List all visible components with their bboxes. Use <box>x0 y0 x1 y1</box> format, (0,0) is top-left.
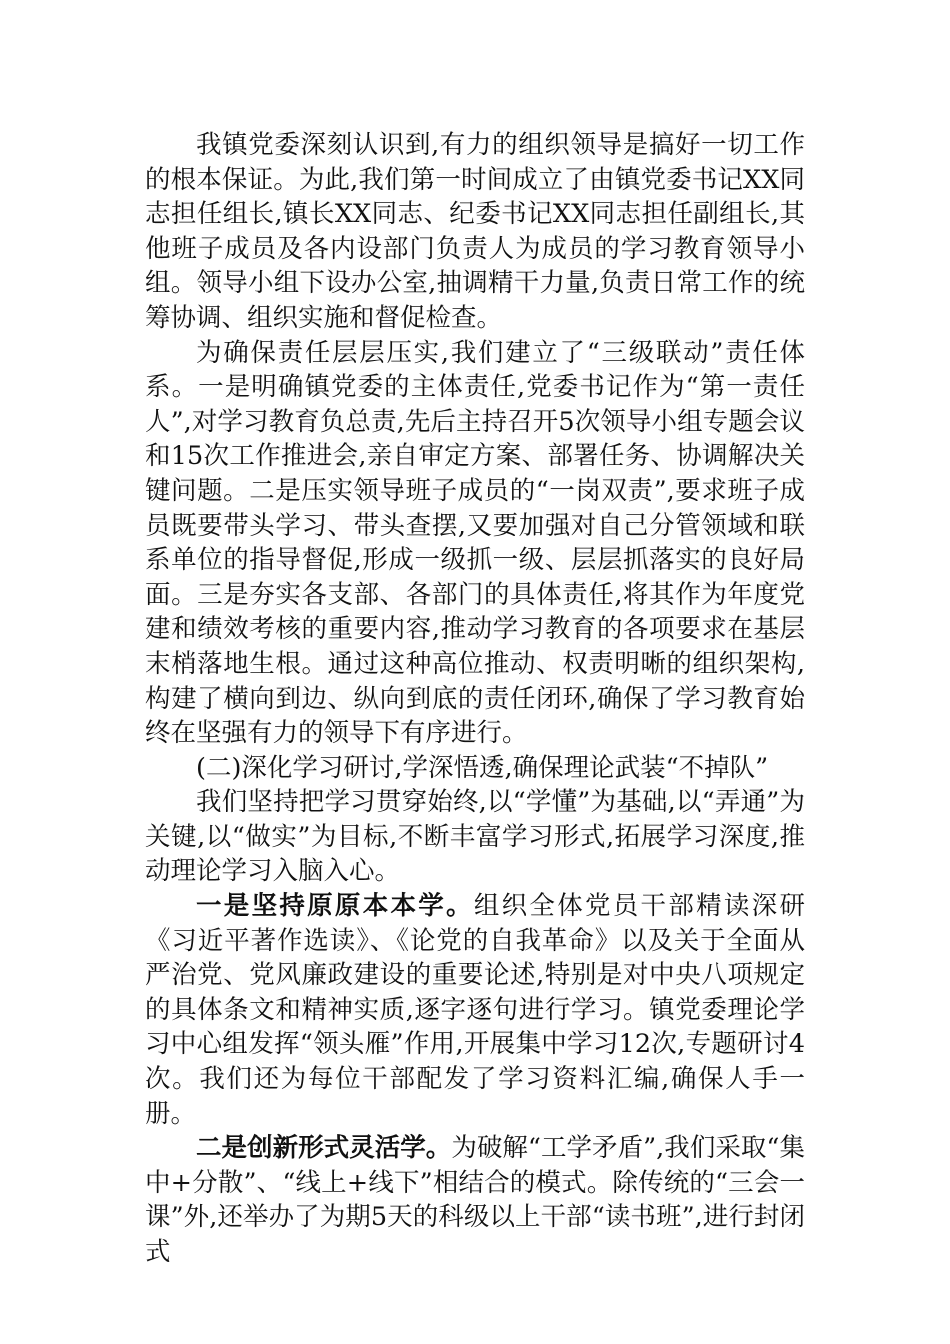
document-body <box>145 128 805 1270</box>
paragraph-lead: 二是创新形式灵活学。 <box>196 1133 452 1164</box>
section-heading <box>145 751 805 786</box>
paragraph-leading-group <box>145 128 805 336</box>
section-heading-text: (二)深化学习研讨,学深悟透,确保理论武装“不掉队” <box>196 752 769 783</box>
paragraph-text: 为破解“工学矛盾”,我们采取“集中+分散”、“线上+线下”相结合的模式。除传统的“三会一课”外,还举办了为期5天的科级以上干部“读书班”,进行封闭式 <box>145 1133 805 1267</box>
paragraph-text: 我们坚持把学习贯穿始终,以“学懂”为基础,以“弄通”为关键,以“做实”为目标,不断丰富学习形式,拓展学习深度,推动理论学习入脑入心。 <box>145 787 805 887</box>
paragraph-text: 组织全体党员干部精读深研《习近平著作选读》、《论党的自我革命》以及关于全面从严治党、党风廉政建设的重要论述,特别是对中央八项规定的具体条文和精神实质,逐字逐句进行学习。镇党委理论学习中心组发挥“领头雁”作用,开展集中学习12次,专题研讨4次。我们还为每位干部配发了学习资料汇编,确保人手一册。 <box>145 891 805 1129</box>
paragraph-responsibility-system <box>145 336 805 751</box>
paragraph-text: 为确保责任层层压实,我们建立了“三级联动”责任体系。一是明确镇党委的主体责任,党委书记作为“第一责任人”,对学习教育负总责,先后主持召开5次领导小组专题会议和15次工作推进会,亲自审定方案、部署任务、协调解决关键问题。二是压实领导班子成员的“一岗双责”,要求班子成员既要带头学习、带头查摆,又要加强对自己分管领域和联系单位的指导督促,形成一级抓一级、层层抓落实的良好局面。三是夯实各支部、各部门的具体责任,将其作为年度党建和绩效考核的重要内容,推动学习教育的各项要求在基层末梢落地生根。通过这种高位推动、权责明晰的组织架构,构建了横向到边、纵向到底的责任闭环,确保了学习教育始终在坚强有力的领导下有序进行。 <box>145 337 805 749</box>
paragraph-study-flexible <box>145 1131 805 1269</box>
paragraph-study-intro <box>145 785 805 889</box>
paragraph-text: 我镇党委深刻认识到,有力的组织领导是搞好一切工作的根本保证。为此,我们第一时间成立了由镇党委书记XX同志担任组长,镇长XX同志、纪委书记XX同志担任副组长,其他班子成员及各内设部门负责人为成员的学习教育领导小组。领导小组下设办公室,抽调精干力量,负责日常工作的统筹协调、组织实施和督促检查。 <box>145 130 805 333</box>
paragraph-lead: 一是坚持原原本本学。 <box>196 891 474 922</box>
paragraph-study-original <box>145 889 805 1131</box>
